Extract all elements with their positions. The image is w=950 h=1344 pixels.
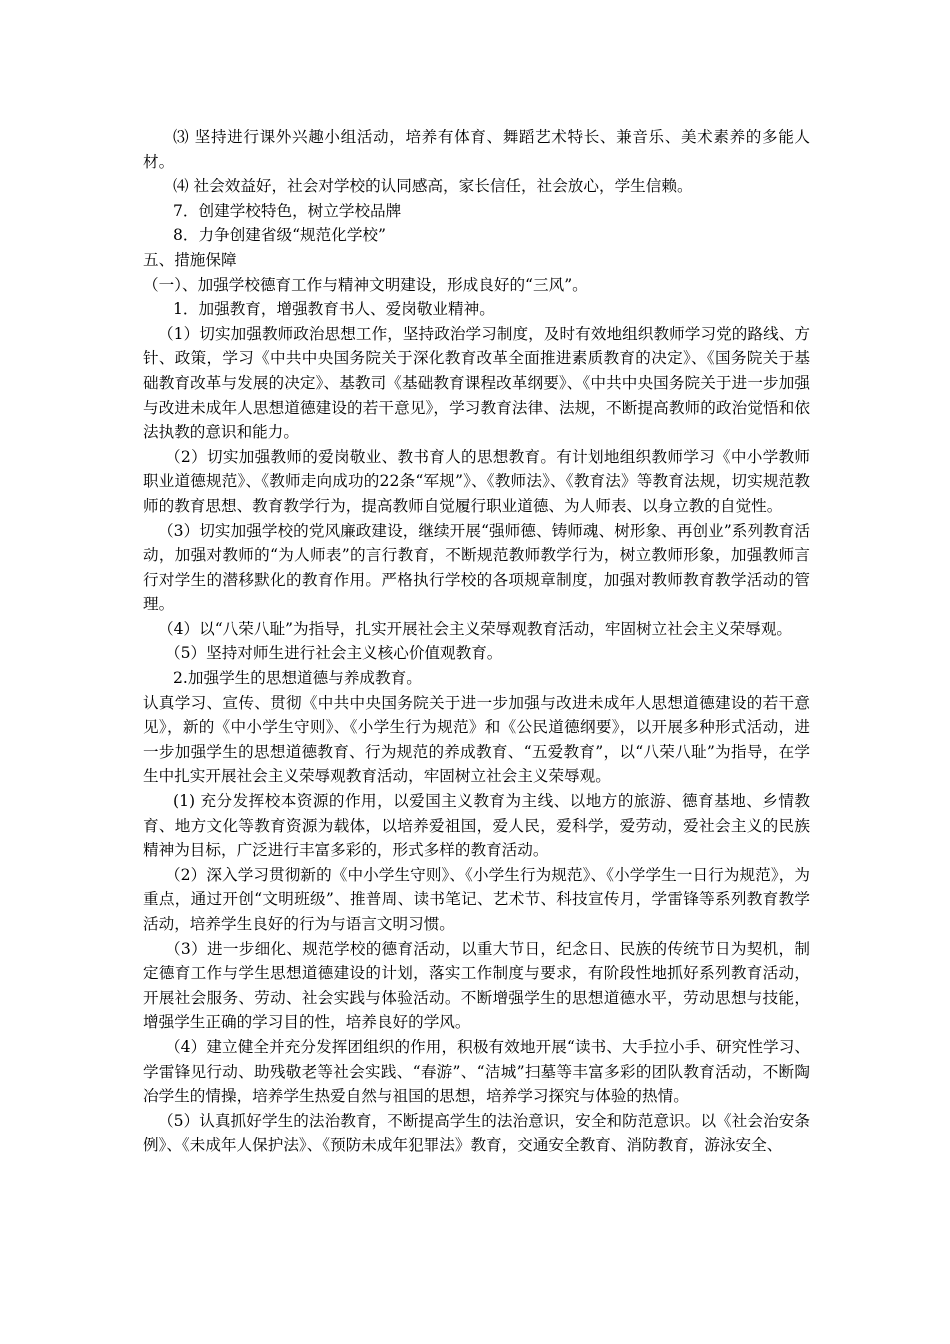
para-goal-7: 7．创建学校特色，树立学校品牌: [173, 201, 402, 220]
item-heading-2: 2.加强学生的思想道德与养成教育。: [173, 669, 422, 688]
para-skills-4: ⑷ 社会效益好，社会对学校的认同感高，家长信任，社会放心，学生信赖。: [173, 177, 693, 196]
para-goal-8: 8．力争创建省级“规范化学校”: [173, 226, 386, 245]
para-1-1: （1）切实加强教师政治思想工作，坚持政治学习制度，及时有效地组织教师学习党的路线、方针、政策，学习《中共中央国务院关于深化教育改革全面推进素质教育的决定》、《国务院关于基础教育改革与发展的决定》、基教司《基础教育课程改革纲要》、《中共中央国务院关于进一步加强与改进未成年人思想道德建设的若干意见》，学习教育法律、法规，不断提高教师的政治觉悟和依法执教的意识和能力。: [143, 324, 810, 442]
para-2-4: （4）建立健全并充分发挥团组织的作用，积极有效地开展“读书、大手拉小手、研究性学习、学雷锋见行动、助残敬老等社会实践、“春游”、“洁城”扫墓等丰富多彩的团队教育活动，不断陶冶学生的情操，培养学生热爱自然与祖国的思想，培养学习探究与体验的热情。: [143, 1037, 810, 1106]
para-2-3: （3）进一步细化、规范学校的德育活动，以重大节日，纪念日、民族的传统节日为契机，制定德育工作与学生思想道德建设的计划，落实工作制度与要求，有阶段性地抓好系列教育活动，开展社会服务、劳动、社会实践与体验活动。不断增强学生的思想道德水平，劳动思想与技能，增强学生正确的学习目的性，培养良好的学风。: [143, 939, 810, 1032]
para-skills-3: ⑶ 坚持进行课外兴趣小组活动，培养有体育、舞蹈艺术特长、兼音乐、美术素养的多能人材。: [143, 128, 810, 171]
para-2-intro: 认真学习、宣传、贯彻《中共中央国务院关于进一步加强与改进未成年人思想道德建设的若干意见》，新的《中小学生守则》、《小学生行为规范》和《公民道德纲要》，以开展多种形式活动，进一步加强学生的思想道德教育、行为规范的养成教育、“五爱教育”，以“八荣八耻”为指导，在学生中扎实开展社会主义荣辱观教育活动，牢固树立社会主义荣辱观。: [143, 693, 810, 786]
para-2-5: （5）认真抓好学生的法治教育，不断提高学生的法治意识，安全和防范意识。以《社会治安条例》、《未成年人保护法》、《预防未成年犯罪法》教育，交通安全教育、消防教育，游泳安全、: [143, 1111, 810, 1155]
section-heading-5: 五、措施保障: [143, 250, 237, 269]
para-1-2: （2）切实加强教师的爱岗敬业、教书育人的思想教育。有计划地组织教师学习《中小学教师职业道德规范》、《教师走向成功的22条“军规”》、《教师法》、《教育法》等教育法规，切实规范教师的教育思想、教育教学行为，提高教师自觉履行职业道德、为人师表、以身立教的自觉性。: [143, 447, 810, 515]
para-2-2: （2）深入学习贯彻新的《中小学生守则》、《小学生行为规范》、《小学学生一日行为规范》，为重点，通过开创“文明班级”、推普周、读书笔记、艺术节、科技宣传月，学雷锋等系列教育教学活动，培养学生良好的行为与语言文明习惯。: [143, 865, 810, 933]
para-1-3: （3）切实加强学校的党风廉政建设，继续开展“强师德、铸师魂、树形象、再创业”系列教育活动，加强对教师的“为人师表”的言行教育，不断规范教师教学行为，树立教师形象，加强教师言行对学生的潜移默化的教育作用。严格执行学校的各项规章制度，加强对教师教育教学活动的管理。: [143, 521, 810, 614]
para-1-4: （4）以“八荣八耻”为指导，扎实开展社会主义荣辱观教育活动，牢固树立社会主义荣辱观。: [158, 619, 793, 638]
para-2-1: (1) 充分发挥校本资源的作用，以爱国主义教育为主线、以地方的旅游、德育基地、乡情教育、地方文化等教育资源为载体，以培养爱祖国，爱人民，爱科学，爱劳动，爱社会主义的民族精神为目标，广泛进行丰富多彩的，形式多样的教育活动。: [143, 792, 810, 860]
item-heading-1: 1．加强教育，增强教育书人、爱岗敬业精神。: [173, 300, 495, 319]
document-page: [143, 125, 810, 1158]
subsection-heading-1: （一）、加强学校德育工作与精神文明建设，形成良好的“三风”。: [143, 275, 588, 294]
para-1-5: （5）坚持对师生进行社会主义核心价值观教育。: [165, 644, 503, 663]
